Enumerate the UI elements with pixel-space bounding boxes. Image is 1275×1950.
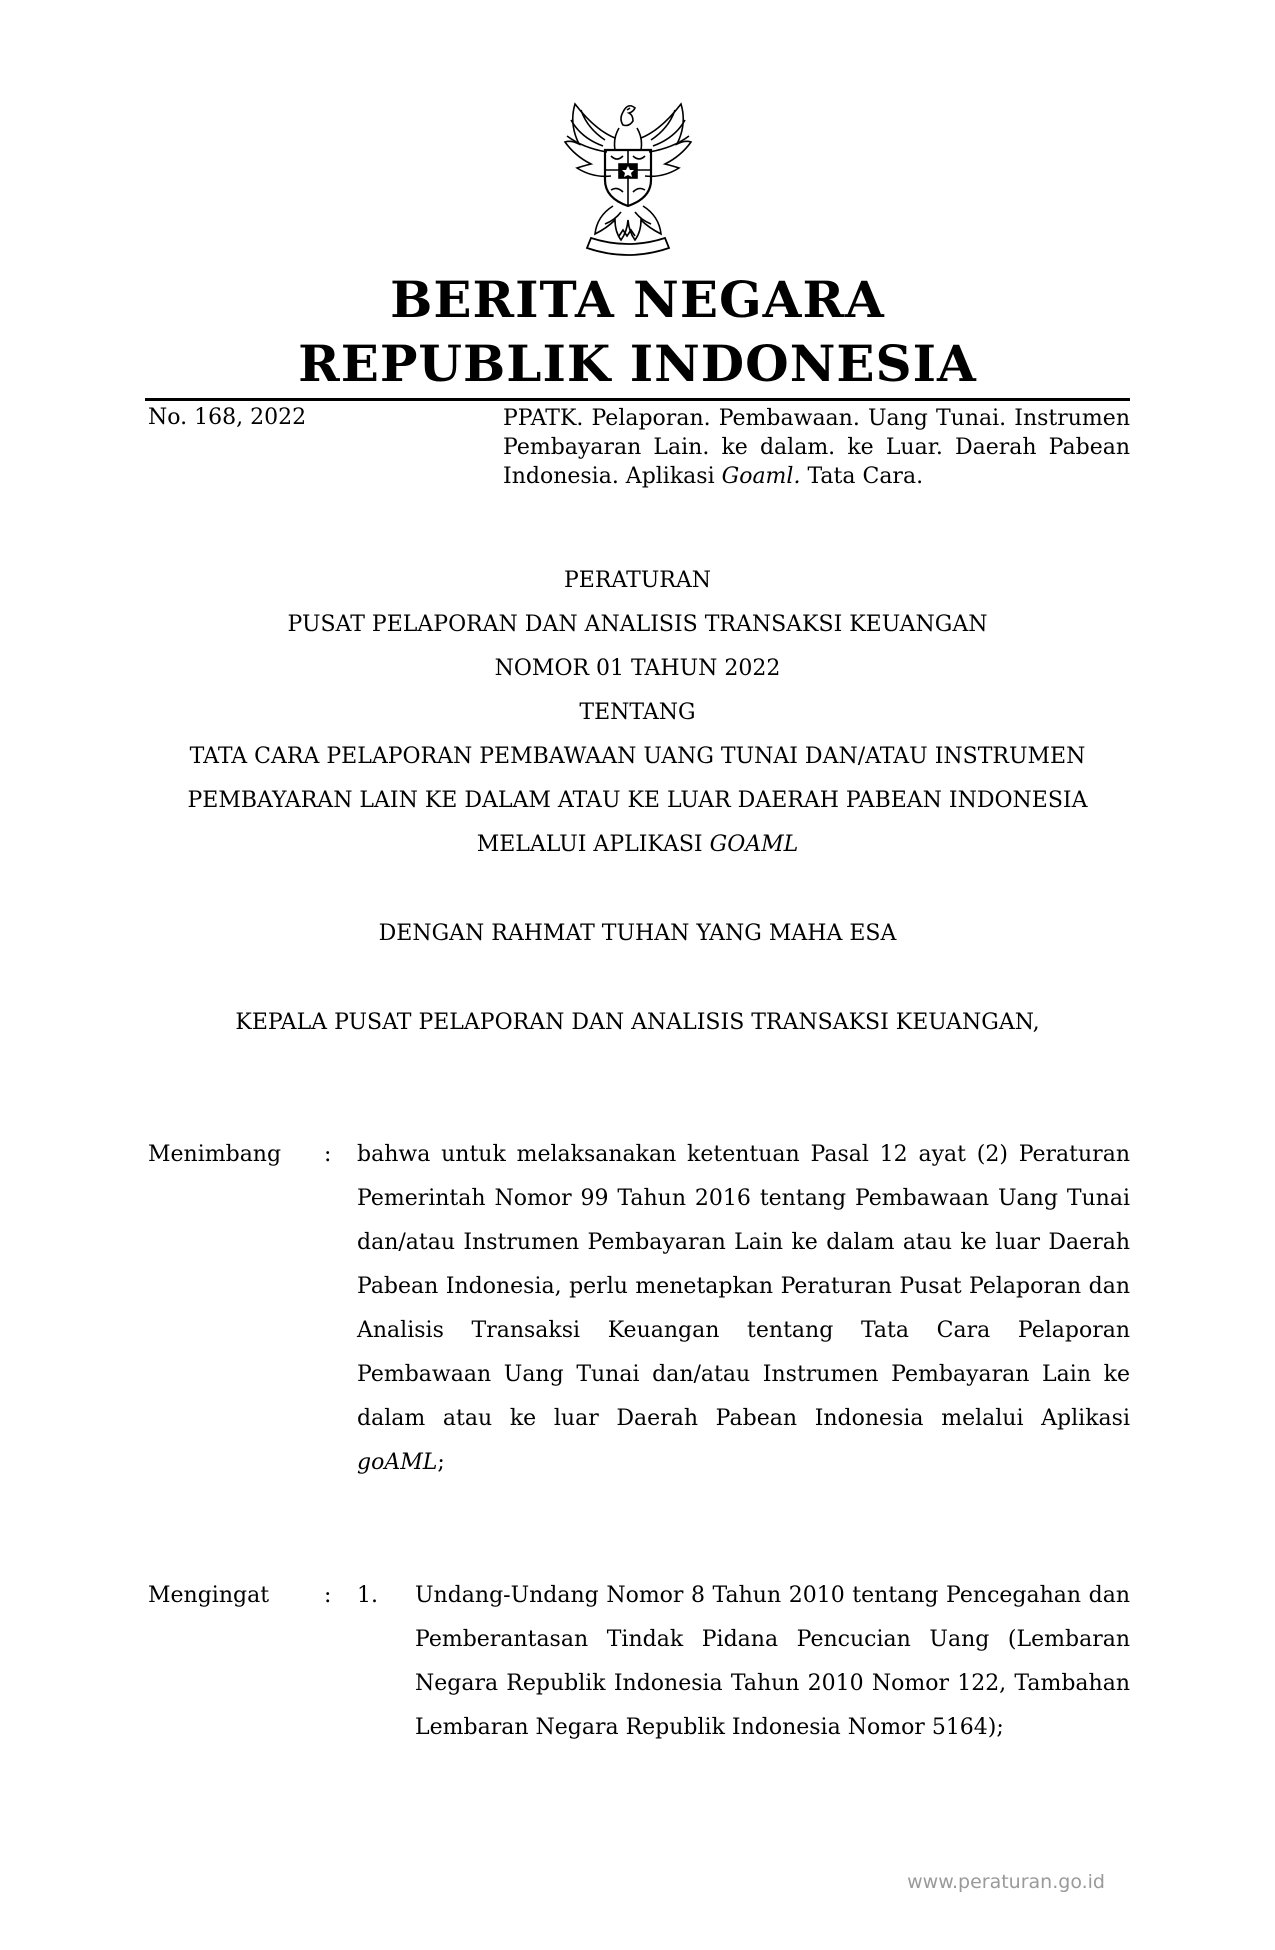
regulation-about: TENTANG [579, 700, 696, 725]
menimbang-italic: goAML [357, 1450, 438, 1475]
subject-end: Tata Cara. [807, 464, 924, 489]
mengingat-label: Mengingat [148, 1583, 270, 1608]
gazette-number: No. 168, 2022 [148, 405, 307, 430]
masthead-divider [145, 398, 1130, 401]
title-line3-italic: GOAML [709, 832, 799, 857]
menimbang-end: ; [437, 1450, 445, 1475]
subject-italic: Goaml. [721, 464, 801, 489]
menimbang-colon: : [324, 1142, 332, 1167]
official-title: KEPALA PUSAT PELAPORAN DAN ANALISIS TRANSAKSI KEUANGAN, [235, 1010, 1040, 1035]
blessing-line: DENGAN RAHMAT TUHAN YANG MAHA ESA [378, 921, 897, 946]
gazette-subject [503, 404, 1130, 491]
mengingat-item-number: 1. [357, 1583, 378, 1608]
masthead-title-line2: REPUBLIK INDONESIA [298, 334, 977, 393]
masthead-title-line1: BERITA NEGARA [390, 270, 885, 329]
title-line3-text: MELALUI APLIKASI [476, 832, 703, 857]
regulation-number: NOMOR 01 TAHUN 2022 [494, 656, 781, 681]
footer-url: www.peraturan.go.id [907, 1871, 1105, 1893]
regulation-type: PERATURAN [563, 568, 712, 593]
regulation-title-line3 [145, 831, 1130, 859]
menimbang-label: Menimbang [148, 1142, 282, 1167]
garuda-pancasila-emblem-icon [553, 98, 703, 263]
issuing-agency: PUSAT PELAPORAN DAN ANALISIS TRANSAKSI KEUANGAN [287, 612, 988, 637]
regulation-title-line2: PEMBAYARAN LAIN KE DALAM ATAU KE LUAR DAERAH PABEAN INDONESIA [187, 788, 1088, 813]
mengingat-item-text: Undang-Undang Nomor 8 Tahun 2010 tentang Pencegahan dan Pemberantasan Tindak Pidana Pencucian Uang (Lembaran Negara Republik Indonesia Tahun 2010 Nomor 122, Tambahan Lembaran Negara Republik Indonesia Nomor 5164); [415, 1583, 1130, 1740]
subject-text: PPATK. Pelaporan. Pembawaan. Uang Tunai. Instrumen Pembayaran Lain. ke dalam. ke Luar. Daerah Pabean Indonesia. Aplikasi [503, 406, 1130, 489]
menimbang-text [357, 1133, 1130, 1485]
regulation-title-line1: TATA CARA PELAPORAN PEMBAWAAN UANG TUNAI DAN/ATAU INSTRUMEN [189, 744, 1086, 769]
menimbang-body: bahwa untuk melaksanakan ketentuan Pasal 12 ayat (2) Peraturan Pemerintah Nomor 99 Tahun 2016 tentang Pembawaan Uang Tunai dan/atau Instrumen Pembayaran Lain ke dalam atau ke luar Daerah Pabean Indonesia, perlu menetapkan Peraturan Pusat Pelaporan dan Analisis Transaksi Keuangan tentang Tata Cara Pelaporan Pembawaan Uang Tunai dan/atau Instrumen Pembayaran Lain ke dalam atau ke luar Daerah Pabean Indonesia melalui Aplikasi [357, 1142, 1130, 1431]
mengingat-colon: : [324, 1583, 332, 1608]
